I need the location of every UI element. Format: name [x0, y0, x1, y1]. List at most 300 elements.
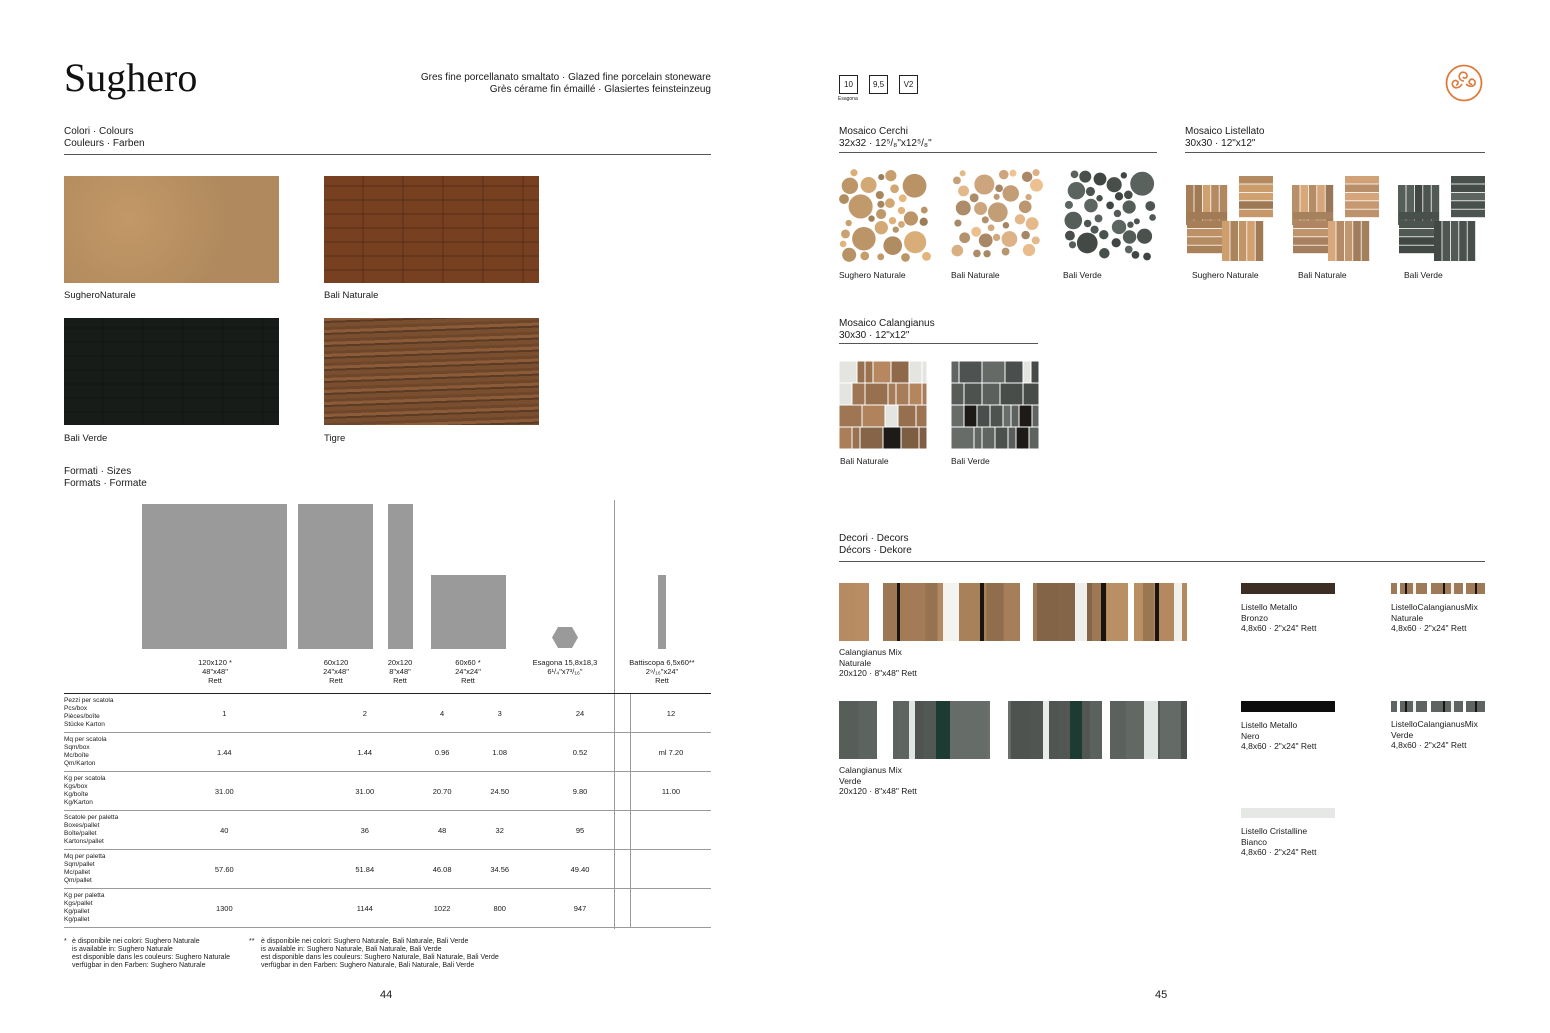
mosaic-tile-piece [952, 406, 964, 427]
mosaic-circle-piece [1099, 230, 1108, 239]
mosaic-label: Bali Naturale [951, 270, 1000, 280]
mosaic-circle-piece [988, 224, 995, 231]
mosaic-circle-piece [1114, 210, 1121, 217]
listello-label-line: Naturale [1391, 612, 1424, 623]
mosaic-strip-piece [1353, 221, 1361, 261]
heading-line: Decori · Decors [839, 533, 909, 544]
mosaic-strip-piece [1399, 220, 1439, 228]
decor-stripe [936, 701, 950, 759]
tile-thickness-icon [839, 75, 858, 94]
decor-band [1011, 701, 1031, 759]
decor-band [839, 701, 859, 759]
decor-stripe [1043, 701, 1049, 759]
mosaic-circle-piece [904, 231, 926, 253]
mosaic-tile-piece [960, 362, 982, 383]
listello-label-line: Listello Metallo [1241, 602, 1298, 612]
mosaic-circle-piece [1090, 226, 1098, 234]
mosaic-strip-piece [1459, 221, 1467, 261]
mosaic-circle-piece [877, 253, 884, 260]
mosaic-strip-piece [1187, 237, 1227, 245]
mosaic-tile-piece [975, 428, 982, 449]
mosaic-strip-piece [1239, 176, 1273, 184]
page-number: 44 [380, 989, 393, 1001]
mosaic-tile-piece [991, 406, 1003, 427]
decor-band [900, 583, 926, 641]
mosaic-circle-piece [971, 227, 981, 237]
row-label-line: Mc/pallet [64, 869, 91, 876]
size-caption [617, 658, 707, 685]
decor-label [839, 647, 917, 679]
mosaic-strip-piece [1293, 212, 1333, 220]
row-label-line: Kg/pallet [64, 916, 90, 923]
colors-heading [64, 126, 145, 149]
decor-stripe [1020, 583, 1033, 641]
mosaic-circle-piece [878, 174, 884, 180]
heading-line: Mosaico Listellato [1185, 126, 1265, 137]
row-label-line: Sqm/box [64, 744, 90, 751]
footnote-line: verfügbar in den Farben: Sughero Naturale [72, 962, 206, 969]
mosaic-circle-piece [1106, 202, 1114, 210]
row-label-line: Pcs/box [64, 705, 88, 712]
heading-line: Formats · Formate [64, 477, 147, 489]
row-label-line: Kgs/pallet [64, 900, 93, 907]
mosaic-circle-piece [1010, 170, 1017, 177]
size-caption [170, 658, 260, 685]
mosaic-strip-piece [1336, 221, 1344, 261]
mosaic-circle-piece [1124, 191, 1133, 200]
mosaic-circle-piece [921, 207, 928, 214]
row-label-line: Qm/Karton [64, 760, 96, 767]
table-cell: 800 [469, 889, 530, 928]
mosaic-cerchi-sughero-naturale [839, 169, 932, 262]
mosaic-tile-piece [923, 362, 927, 383]
mosaic-strip-piece [1239, 201, 1273, 209]
heading-line: Colori · Colours [64, 126, 134, 137]
mosaic-tile-piece [889, 384, 896, 405]
mosaic-tile-piece [853, 428, 860, 449]
mosaic-circle-piece [849, 194, 873, 218]
mosaic-tile-piece [923, 384, 927, 405]
size-caption [520, 658, 610, 676]
mosaic-circle-piece [1095, 215, 1103, 223]
mosaic-tile-piece [910, 362, 922, 383]
listello-label-line: Bronzo [1241, 612, 1268, 623]
mosaic-strip-piece [1256, 221, 1264, 261]
footnote-line: è disponibile nei colori: Sughero Naturale [72, 938, 200, 945]
mosaic-tile-piece [861, 428, 883, 449]
mosaic-strip-piece [1345, 184, 1379, 192]
table-cell [630, 889, 711, 928]
mosaic-tile-piece [1033, 406, 1039, 427]
mosaic-circle-piece [1134, 218, 1140, 224]
table-cell: 49.40 [530, 850, 630, 889]
row-label-line: Boîte/pallet [64, 830, 97, 837]
mosaic-circle-piece [1096, 195, 1102, 201]
format-60x60 [431, 575, 506, 649]
mosaic-strip-piece [1399, 237, 1439, 245]
decor-band [1037, 583, 1059, 641]
mosaic-circle-piece [898, 207, 905, 214]
table-cell: 31.00 [134, 772, 315, 811]
mosaic-tile-piece [840, 384, 852, 405]
mosaic-strip-piece [1451, 193, 1485, 201]
mosaic-tile-piece [1020, 406, 1032, 427]
mosaic-label: Bali Verde [1404, 270, 1443, 280]
table-cell: 2 [315, 694, 415, 733]
row-label [64, 772, 134, 811]
table-cell: 1 [134, 694, 315, 733]
mosaic-circle-piece [898, 221, 905, 228]
row-label-line: Mq per scatola [64, 736, 107, 743]
mosaic-circle-piece [885, 198, 895, 208]
mosaic-circle-piece [1112, 238, 1121, 247]
size-line: 8"x48" [389, 667, 411, 676]
subtitle-line: Grès cérame fin émaillé · Glasiertes feinsteinzeug [489, 84, 711, 95]
table-cell: 947 [530, 889, 630, 928]
row-label-line: Pièces/boîte [64, 713, 100, 720]
mosaic-circle-piece [1086, 187, 1095, 196]
mosaic-circle-piece [1145, 201, 1155, 211]
mosaic-tile-piece [840, 406, 862, 427]
listello-stripe [1427, 583, 1431, 594]
decor-stripe [1155, 583, 1159, 641]
size-line: 120x120 * [198, 658, 232, 667]
mosaic-circle-piece [973, 250, 981, 258]
decor-band [1160, 701, 1181, 759]
mosaic-circle-piece [875, 221, 888, 234]
mosaic-tile-piece [952, 428, 974, 449]
listello-label [1241, 720, 1317, 752]
mosaic-label: Sughero Naturale [839, 270, 906, 280]
color-swatch-bali-naturale [324, 176, 539, 283]
heading-line: Décors · Dekore [839, 544, 912, 556]
mosaic-tile-piece [866, 362, 873, 383]
mosaic-tile-piece [1001, 384, 1023, 405]
decor-band [839, 583, 855, 641]
listello-label-line: 4,8x60 · 2"x24" Rett [1241, 623, 1317, 633]
icon-label: 10 [844, 80, 853, 89]
size-line: 24"x24" [455, 667, 481, 676]
mosaic-circle-piece [876, 191, 884, 199]
mosaic-circle-piece [1030, 179, 1043, 192]
decor-band [882, 583, 900, 641]
mosaic-circle-piece [1002, 231, 1018, 247]
mosaic-tile-piece [983, 428, 995, 449]
divider [1185, 152, 1485, 153]
icon-caption: Esagona [838, 96, 858, 102]
mosaic-circle-piece [993, 234, 1000, 241]
footnote [261, 938, 499, 970]
mosaic-tile-piece [920, 428, 927, 449]
decor-stripe [1075, 583, 1087, 641]
mosaic-circle-piece [876, 209, 886, 219]
footnote [72, 938, 230, 970]
decor-band [1106, 583, 1143, 641]
row-label-line: Mc/boîte [64, 752, 89, 759]
mosaic-circle-piece [839, 194, 849, 204]
table-row [64, 772, 711, 811]
size-line: 20x120 [387, 658, 413, 667]
mosaic-tile-piece [897, 384, 909, 405]
mosaic-circle-piece [956, 200, 971, 215]
heading-line: 30x30 · 12"x12" [839, 329, 910, 341]
divider [839, 152, 1157, 153]
table-cell: 20.70 [415, 772, 469, 811]
format-120x120 [142, 504, 287, 649]
mosaic-strip-piece [1328, 221, 1336, 261]
mosaic-circle-piece [1137, 229, 1152, 244]
divider [839, 561, 1485, 562]
mosaic-label: Bali Verde [1063, 270, 1102, 280]
listellato-heading [1185, 126, 1264, 149]
mosaic-cerchi-bali-naturale [951, 169, 1044, 262]
mosaic-circle-piece [1132, 251, 1140, 259]
hexagon-format-icon [551, 626, 579, 649]
mosaic-circle-piece [1079, 171, 1091, 183]
heading-line: 30x30 · 12"x12" [1185, 137, 1256, 149]
footnote-line: è disponibile nei colori: Sughero Naturale, Bali Naturale, Bali Verde [261, 938, 469, 945]
mosaic-strip-piece [1451, 176, 1485, 184]
mosaic-circle-piece [960, 170, 966, 176]
listello-calangianus-mix-verde [1391, 701, 1485, 712]
table-cell: 32 [469, 811, 530, 850]
mosaic-tile-piece [952, 362, 959, 383]
format-battiscopa [658, 575, 666, 649]
mosaic-circle-piece [1065, 212, 1083, 230]
size-line: 6¹/₄"x7³/₁₆" [547, 667, 583, 676]
decor-band [897, 701, 910, 759]
mosaic-circle-piece [995, 185, 1003, 193]
mosaic-circle-piece [861, 177, 877, 193]
mosaic-circle-piece [983, 250, 990, 257]
listello-label-line: 4,8x60 · 2"x24" Rett [1241, 847, 1317, 857]
mosaic-tile-piece [899, 406, 916, 427]
row-label-line: Kg/boîte [64, 791, 89, 798]
decor-label-line: Calangianus Mix [839, 647, 902, 657]
mosaic-strip-piece [1434, 221, 1442, 261]
swatch-label: Bali Verde [64, 433, 108, 444]
mosaic-strip-piece [1293, 246, 1333, 254]
listello-stripe [1475, 583, 1477, 594]
decor-stripe [897, 583, 900, 641]
table-cell: 31.00 [315, 772, 415, 811]
mosaic-circle-piece [1149, 214, 1156, 221]
table-cell: 46.08 [415, 850, 469, 889]
decor-stripe [909, 701, 915, 759]
table-cell: 0.96 [415, 733, 469, 772]
mosaic-circle-piece [899, 194, 907, 202]
listello-stripe [1451, 701, 1454, 712]
mosaic-circle-piece [1115, 192, 1123, 200]
decor-stripe [980, 583, 984, 641]
mosaic-strip-piece [1187, 212, 1227, 220]
mosaic-tile-piece [840, 362, 857, 383]
mosaic-tile-piece [840, 428, 852, 449]
mosaic-circle-piece [954, 220, 961, 227]
table-cell: 9.80 [530, 772, 630, 811]
mosaic-calangianus-bali-naturale [839, 361, 927, 449]
decor-label-line: 20x120 · 8"x48" Rett [839, 786, 917, 796]
table-cell: ml 7.20 [630, 733, 711, 772]
mosaic-circle-piece [850, 169, 857, 176]
footnote-line: is available in: Sughero Naturale [72, 946, 173, 953]
listello-stripe [1405, 583, 1407, 594]
size-line: Rett [461, 676, 475, 685]
mosaic-circle-piece [1003, 222, 1010, 229]
decor-band [986, 583, 1003, 641]
mosaic-circle-piece [890, 184, 899, 193]
icon-label: 9,5 [872, 80, 885, 89]
listello-label-line: 4,8x60 · 2"x24" Rett [1391, 623, 1467, 633]
listello-stripe [1427, 701, 1431, 712]
mosaic-tile-piece [996, 428, 1008, 449]
table-cell: 11.00 [630, 772, 711, 811]
mosaic-circle-piece [1019, 201, 1032, 214]
cerchi-heading [839, 126, 932, 149]
listello-stripe [1397, 701, 1400, 712]
table-cell: 1.44 [134, 733, 315, 772]
mosaic-circle-piece [1032, 236, 1040, 244]
mosaic-tile-piece [1004, 406, 1011, 427]
mosaic-circle-piece [1023, 244, 1035, 256]
table-cell: 24 [530, 694, 630, 733]
table-row [64, 733, 711, 772]
mosaic-circle-piece [988, 202, 1008, 222]
listello-stripe [1451, 583, 1454, 594]
mosaic-strip-piece [1293, 237, 1333, 245]
table-cell: 1022 [415, 889, 469, 928]
mosaic-strip-piece [1293, 220, 1333, 228]
mosaic-strip-piece [1399, 212, 1439, 220]
mosaic-circle-piece [1077, 233, 1098, 254]
mosaic-tile-piece [1024, 384, 1039, 405]
mosaic-tile-piece [1006, 362, 1023, 383]
listello-stripe [1397, 583, 1400, 594]
size-line: 48"x48" [202, 667, 228, 676]
mosaic-circle-piece [1022, 172, 1032, 182]
footnote-mark: * [64, 938, 67, 945]
mosaic-strip-piece [1399, 246, 1439, 254]
decor-stripe [1128, 583, 1134, 641]
table-cell: 3 [469, 694, 530, 733]
mosaic-strip-piece [1442, 221, 1450, 261]
footnote-line: is available in: Sughero Naturale, Bali Naturale, Bali Verde [261, 946, 442, 953]
mosaic-circle-piece [952, 245, 964, 257]
mosaic-circle-piece [1025, 194, 1031, 200]
size-line: 60x120 [323, 658, 349, 667]
decor-band [1004, 583, 1022, 641]
row-label [64, 694, 134, 733]
mosaic-tile-piece [952, 384, 964, 405]
mosaic-circle-piece [1002, 248, 1010, 256]
icon-label: V2 [903, 80, 914, 89]
footnote-line: est disponible dans les couleurs: Sughero Naturale, Bali Naturale, Bali Verde [261, 954, 499, 961]
mosaic-strip-piece [1362, 221, 1370, 261]
mosaic-circle-piece [994, 194, 1000, 200]
listello-metallo-bronzo [1241, 583, 1335, 594]
mosaic-cerchi-bali-verde [1063, 169, 1156, 262]
footnote-line: verfügbar in den Farben: Sughero Naturale, Bali Naturale, Bali Verde [261, 962, 475, 969]
swatch-label: SugheroNaturale [64, 290, 136, 301]
mosaic-circle-piece [1127, 221, 1133, 227]
decor-stripe [943, 583, 959, 641]
mosaic-circle-piece [1130, 172, 1154, 196]
mosaic-strip-piece [1468, 221, 1476, 261]
color-swatch-tigre [324, 318, 539, 425]
decor-stripe [1174, 583, 1182, 641]
mosaic-circle-piece [920, 218, 928, 226]
size-line: Rett [655, 676, 669, 685]
mosaic-strip-piece [1239, 210, 1273, 218]
listello-label [1241, 826, 1317, 858]
table-cell: 1300 [134, 889, 315, 928]
table-row [64, 811, 711, 850]
mosaic-circle-piece [1026, 217, 1039, 230]
size-line: 24"x48" [323, 667, 349, 676]
mosaic-tile-piece [863, 406, 885, 427]
mosaic-tile-piece [917, 406, 927, 427]
mosaic-circle-piece [1003, 185, 1019, 201]
mosaic-strip-piece [1345, 221, 1353, 261]
mosaic-calangianus-bali-verde [951, 361, 1039, 449]
size-line: Rett [208, 676, 222, 685]
format-60x120 [298, 504, 373, 649]
mosaic-circle-piece [1084, 220, 1091, 227]
subtitle-line: Gres fine porcellanato smaltato · Glazed fine porcelain stoneware [420, 72, 711, 83]
row-label [64, 733, 134, 772]
mosaic-strip-piece [1345, 201, 1379, 209]
table-cell: 1.08 [469, 733, 530, 772]
shade-variation-icon [899, 75, 918, 94]
mosaic-label: Sughero Naturale [1192, 270, 1259, 280]
row-label-line: Boxes/pallet [64, 822, 100, 829]
listello-stripe [1413, 583, 1416, 594]
mosaic-strip-piece [1451, 201, 1485, 209]
listello-calangianus-mix-naturale [1391, 583, 1485, 594]
mosaic-tile-piece [978, 406, 990, 427]
mosaic-circle-piece [1107, 177, 1122, 192]
mosaic-tile-piece [886, 406, 898, 427]
table-row [64, 889, 711, 928]
mosaic-circle-piece [1125, 246, 1133, 254]
mosaic-label: Bali Naturale [840, 456, 889, 466]
decor-calangianus-mix-verde [839, 701, 1187, 759]
mosaic-circle-piece [901, 253, 910, 262]
divider [839, 343, 1038, 344]
row-label [64, 811, 134, 850]
row-label-line: Qm/pallet [64, 877, 92, 884]
listello-label-line: Listello Metallo [1241, 720, 1298, 730]
listello-stripe [1463, 701, 1466, 712]
color-swatch-bali-verde [64, 318, 279, 425]
row-label-line: Kg per paletta [64, 892, 105, 899]
table-cell: 36 [315, 811, 415, 850]
decor-stripe [1144, 701, 1158, 759]
row-label-line: Pezzi per scatola [64, 697, 114, 704]
heading-line: Formati · Sizes [64, 466, 132, 477]
mosaic-listellato-sughero-naturale [1185, 175, 1273, 263]
table-cell: 0.52 [530, 733, 630, 772]
mosaic-circle-piece [1065, 231, 1075, 241]
mosaic-circle-piece [974, 174, 994, 194]
mosaic-circle-piece [893, 226, 899, 232]
table-cell: 24.50 [469, 772, 530, 811]
mosaic-tile-piece [1030, 428, 1039, 449]
mosaic-circle-piece [877, 201, 884, 208]
table-cell [630, 850, 711, 889]
mosaic-tile-piece [1017, 428, 1029, 449]
decor-band [926, 583, 938, 641]
